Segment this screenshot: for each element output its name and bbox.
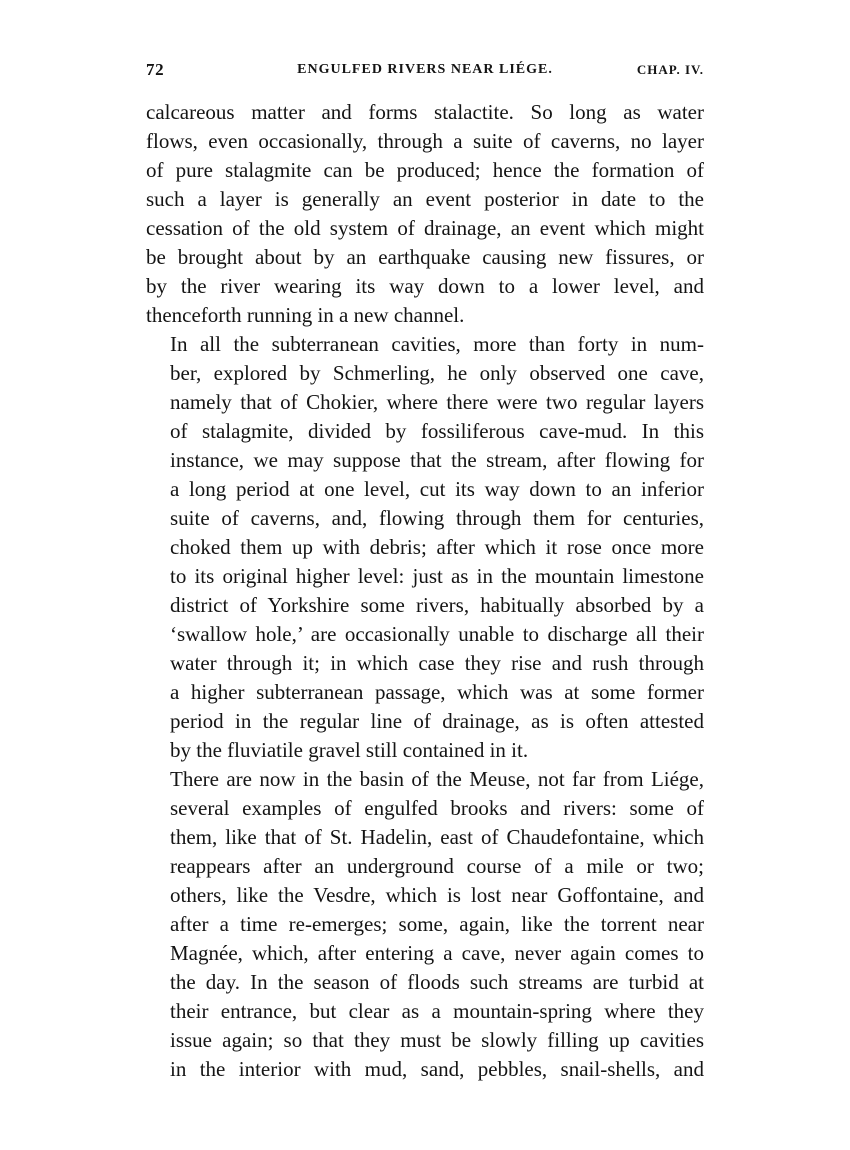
paragraph	[146, 330, 704, 765]
text-line: instance, we may suppose that the stream, after flowing for	[170, 448, 704, 472]
text-line: water through it; in which case they rise and rush through	[170, 651, 704, 675]
text-line: in the interior with mud, sand, pebbles, snail-shells, and	[170, 1057, 704, 1081]
text-line: to its original higher level: just as in the mountain limestone	[170, 564, 704, 588]
text-line: period in the regular line of drainage, as is often attested	[170, 709, 704, 733]
text-line: Magnée, which, after entering a cave, never again comes to	[170, 941, 704, 965]
text-line: such a layer is generally an event posterior in date to the	[146, 187, 704, 211]
text-line: choked them up with debris; after which it rose once more	[170, 535, 704, 559]
page-number: 72	[146, 60, 165, 79]
text-line: be brought about by an earthquake causing new fissures, or	[146, 245, 704, 269]
paragraph	[146, 765, 704, 1084]
text-line: their entrance, but clear as a mountain-spring where they	[170, 999, 704, 1023]
body-text	[146, 98, 704, 1084]
text-line: after a time re-emerges; some, again, like the torrent near	[170, 912, 704, 936]
paragraph	[146, 98, 704, 330]
text-line: In all the subterranean cavities, more than forty in num-	[170, 332, 704, 356]
text-line: namely that of Chokier, where there were two regular layers	[170, 390, 704, 414]
text-line: the day. In the season of floods such streams are turbid at	[170, 970, 704, 994]
text-line: district of Yorkshire some rivers, habitually absorbed by a	[170, 593, 704, 617]
text-line: others, like the Vesdre, which is lost near Goffontaine, and	[170, 883, 704, 907]
text-line: of pure stalagmite can be produced; hence the formation of	[146, 158, 704, 182]
text-line: thenceforth running in a new channel.	[146, 303, 465, 327]
text-line: flows, even occasionally, through a suite of caverns, no layer	[146, 129, 704, 153]
text-line: cessation of the old system of drainage, an event which might	[146, 216, 704, 240]
text-line: a higher subterranean passage, which was at some former	[170, 680, 704, 704]
text-line: suite of caverns, and, flowing through them for centuries,	[170, 506, 704, 530]
text-line: them, like that of St. Hadelin, east of Chaudefontaine, which	[170, 825, 704, 849]
chapter-label: CHAP. IV.	[636, 62, 704, 77]
text-line: several examples of engulfed brooks and rivers: some of	[170, 796, 704, 820]
running-head	[146, 56, 704, 82]
text-line: ‘swallow hole,’ are occasionally unable to discharge all their	[170, 622, 704, 646]
text-line: issue again; so that they must be slowly filling up cavities	[170, 1028, 704, 1052]
running-title: ENGULFED RIVERS NEAR LIÉGE.	[297, 62, 553, 77]
text-line: by the fluviatile gravel still contained in it.	[170, 738, 529, 762]
text-line: a long period at one level, cut its way down to an inferior	[170, 477, 704, 501]
book-page	[146, 56, 704, 1084]
text-line: There are now in the basin of the Meuse, not far from Liége,	[170, 767, 704, 791]
text-line: by the river wearing its way down to a lower level, and	[146, 274, 704, 298]
text-line: calcareous matter and forms stalactite. So long as water	[146, 100, 704, 124]
text-line: reappears after an underground course of a mile or two;	[170, 854, 704, 878]
text-line: of stalagmite, divided by fossiliferous cave-mud. In this	[170, 419, 704, 443]
text-line: ber, explored by Schmerling, he only observed one cave,	[170, 361, 704, 385]
